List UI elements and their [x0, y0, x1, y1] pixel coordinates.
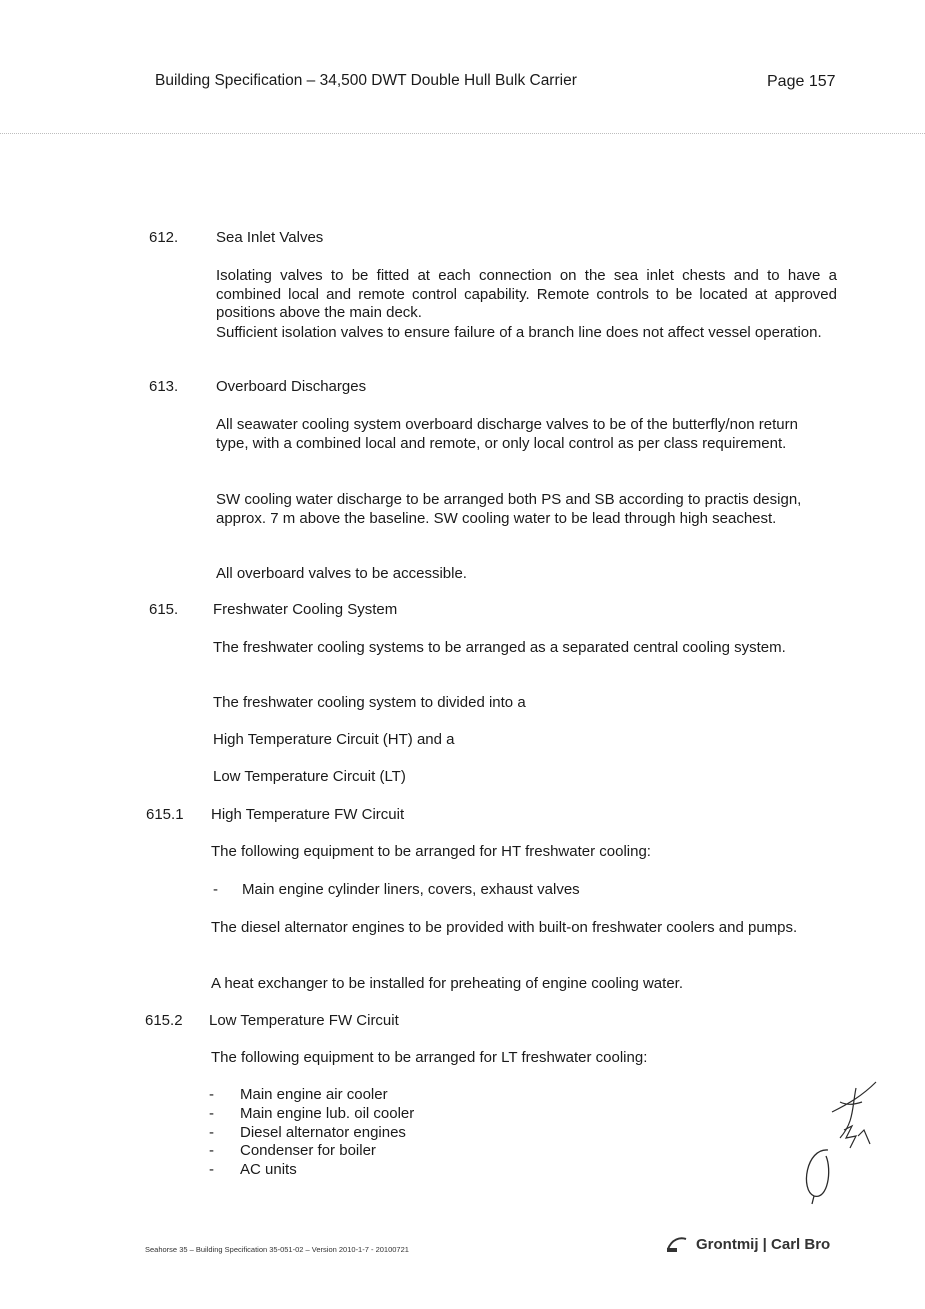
section-number-615: 615. — [149, 601, 179, 618]
section-613-paragraph-2: SW cooling water discharge to be arranged both PS and SB according to practis design, approx. 7 m above the baseline. SW cooling water to be lead through high seachest. — [216, 491, 802, 527]
section-615-paragraph-1: The freshwater cooling systems to be arranged as a separated central cooling system. — [213, 639, 786, 656]
bullet-marker: - — [209, 1086, 214, 1103]
document-title: Building Specification – 34,500 DWT Double Hull Bulk Carrier — [155, 72, 577, 89]
section-615-2-bullet-4: Condenser for boiler — [240, 1142, 376, 1159]
section-612-paragraph-1: Isolating valves to be fitted at each connection on the sea inlet chests and to have a combined local and remote control capability. Remote controls to be located at approved positions above the main deck. — [216, 267, 837, 321]
section-612-paragraph-2: Sufficient isolation valves to ensure failure of a branch line does not affect vessel operation. — [216, 324, 822, 341]
section-615-1-paragraph-1: The following equipment to be arranged for HT freshwater cooling: — [211, 843, 651, 860]
section-number-612: 612. — [149, 229, 179, 246]
page-number: Page 157 — [767, 73, 836, 90]
section-heading-615: Freshwater Cooling System — [213, 601, 398, 618]
section-615-1-bullet-1: Main engine cylinder liners, covers, exhaust valves — [242, 881, 580, 898]
section-615-2-paragraph-1: The following equipment to be arranged for LT freshwater cooling: — [211, 1049, 648, 1066]
header-divider — [0, 133, 925, 134]
handwritten-initials — [800, 1078, 880, 1208]
section-number-613: 613. — [149, 378, 179, 395]
section-613-paragraph-1: All seawater cooling system overboard discharge valves to be of the butterfly/non return type, with a combined local and remote, or only local control as per class requirement. — [216, 416, 798, 452]
section-615-paragraph-3: High Temperature Circuit (HT) and a — [213, 731, 455, 748]
bullet-marker: - — [209, 1142, 214, 1159]
section-615-2-bullet-3: Diesel alternator engines — [240, 1124, 406, 1141]
section-heading-615-2: Low Temperature FW Circuit — [209, 1012, 399, 1029]
section-615-2-bullet-2: Main engine lub. oil cooler — [240, 1105, 415, 1122]
logo-text: Grontmij | Carl Bro — [696, 1235, 831, 1253]
footer-document-reference: Seahorse 35 – Building Specification 35-051-02 – Version 2010-1-7 - 20100721 — [145, 1245, 409, 1254]
section-615-2-bullet-5: AC units — [240, 1161, 297, 1178]
section-615-1-paragraph-2: The diesel alternator engines to be provided with built-on freshwater coolers and pumps. — [211, 919, 798, 936]
section-heading-615-1: High Temperature FW Circuit — [211, 806, 405, 823]
company-logo — [664, 1235, 830, 1253]
section-heading-613: Overboard Discharges — [216, 378, 367, 395]
section-number-615-1: 615.1 — [146, 806, 184, 823]
bullet-marker: - — [209, 1124, 214, 1141]
grontmij-logo-icon — [664, 1235, 690, 1253]
section-613-paragraph-3: All overboard valves to be accessible. — [216, 565, 467, 582]
section-615-paragraph-2: The freshwater cooling system to divided into a — [213, 694, 526, 711]
section-615-paragraph-4: Low Temperature Circuit (LT) — [213, 768, 406, 785]
section-heading-612: Sea Inlet Valves — [216, 229, 324, 246]
section-615-2-bullet-1: Main engine air cooler — [240, 1086, 388, 1103]
section-number-615-2: 615.2 — [145, 1012, 183, 1029]
bullet-marker: - — [209, 1161, 214, 1178]
section-615-1-paragraph-3: A heat exchanger to be installed for preheating of engine cooling water. — [211, 975, 683, 992]
bullet-marker: - — [209, 1105, 214, 1122]
bullet-marker: - — [213, 881, 218, 898]
